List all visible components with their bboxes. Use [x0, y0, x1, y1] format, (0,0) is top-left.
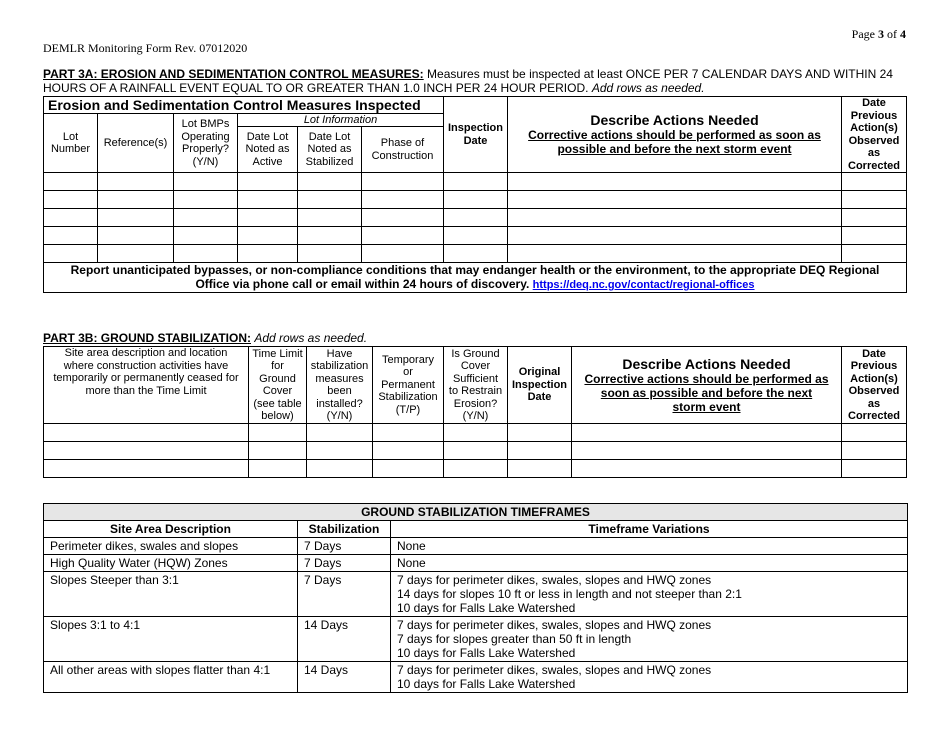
variations-cell: 7 days for perimeter dikes, swales, slopes and HWQ zones 7 days for slopes greater than 50 ft in length 10 days for Falls Lake Watershed — [391, 617, 908, 662]
part3a-heading — [43, 68, 913, 95]
corrective-actions-note: Corrective actions should be performed as soon as possible and before the next storm event — [528, 128, 821, 156]
describe-actions-title-3b: Describe Actions Needed — [622, 355, 791, 372]
table-row[interactable] — [44, 442, 907, 460]
col-phase: Phase of Construction — [362, 127, 444, 173]
col-inspection-date: Inspection Date — [444, 97, 508, 173]
table-row — [44, 617, 908, 662]
table-row[interactable] — [44, 460, 907, 478]
col-site-area: Site area description and location where construction activities have temporarily or permanently ceased for more than the Time Limit — [44, 347, 249, 424]
table-row[interactable] — [44, 173, 907, 191]
variations-cell: 7 days for perimeter dikes, swales, slopes and HWQ zones 14 days for slopes 10 ft or less in length and not steeper than 2:1 10 days for Falls Lake Watershed — [391, 572, 908, 617]
table-row — [44, 662, 908, 693]
table-row — [44, 555, 908, 572]
col-date-previous: Date Previous Action(s) Observed as Corrected — [842, 97, 907, 173]
site-area-cell: All other areas with slopes flatter than 4:1 — [44, 662, 298, 693]
table-row[interactable] — [44, 424, 907, 442]
stabilization-cell: 7 Days — [298, 555, 391, 572]
lot-information-header: Lot Information — [238, 114, 444, 127]
site-area-cell: Slopes 3:1 to 4:1 — [44, 617, 298, 662]
col-time-limit: Time Limit for Ground Cover (see table below) — [249, 347, 307, 424]
stabilization-cell: 7 Days — [298, 538, 391, 555]
col-ground-cover: Is Ground Cover Sufficient to Restrain Erosion? (Y/N) — [444, 347, 508, 424]
col-original-inspection-date: Original Inspection Date — [508, 347, 572, 424]
table-row[interactable] — [44, 209, 907, 227]
form-revision: DEMLR Monitoring Form Rev. 07012020 — [43, 41, 248, 55]
col-lot-bmps: Lot BMPs Operating Properly? (Y/N) — [174, 114, 238, 173]
table-row — [44, 572, 908, 617]
site-area-cell: Perimeter dikes, swales and slopes — [44, 538, 298, 555]
table-row[interactable] — [44, 191, 907, 209]
col-date-previous-3b: Date Previous Action(s) Observed as Corrected — [842, 347, 907, 424]
corrective-actions-note-3b: Corrective actions should be performed as soon as possible and before the next storm event — [584, 371, 829, 414]
erosion-group-title: Erosion and Sedimentation Control Measures Inspected — [44, 97, 444, 114]
table-row[interactable] — [44, 227, 907, 245]
part3b-heading — [43, 332, 367, 346]
site-area-cell: High Quality Water (HQW) Zones — [44, 555, 298, 572]
page-number: Page 3 of 4 — [851, 27, 906, 41]
part3a-add-rows: Add rows as needed. — [591, 80, 705, 95]
col-describe-actions — [508, 97, 842, 173]
regional-offices-link[interactable]: https://deq.nc.gov/contact/regional-offices — [532, 279, 755, 291]
stabilization-cell: 14 Days — [298, 617, 391, 662]
col-lot-number: Lot Number — [44, 114, 98, 173]
stabilization-cell: 7 Days — [298, 572, 391, 617]
part3b-add-rows: Add rows as needed. — [254, 331, 368, 345]
col-references: Reference(s) — [98, 114, 174, 173]
part3a-title: PART 3A: EROSION AND SEDIMENTATION CONTROL MEASURES: — [43, 67, 424, 81]
col-date-stabilized: Date Lot Noted as Stabilized — [298, 127, 362, 173]
col-have-stabilization: Have stabilization measures been installed? (Y/N) — [307, 347, 373, 424]
col-date-active: Date Lot Noted as Active — [238, 127, 298, 173]
part3b-title: PART 3B: GROUND STABILIZATION: — [43, 331, 251, 345]
table-row[interactable] — [44, 245, 907, 263]
col-site-area-description: Site Area Description — [44, 521, 298, 538]
col-stabilization: Stabilization — [298, 521, 391, 538]
describe-actions-title: Describe Actions Needed — [590, 112, 759, 128]
variations-cell: 7 days for perimeter dikes, swales, slopes and HWQ zones 10 days for Falls Lake Watershed — [391, 662, 908, 693]
variations-cell: None — [391, 555, 908, 572]
variations-cell: None — [391, 538, 908, 555]
table-row — [44, 538, 908, 555]
erosion-control-table — [43, 96, 907, 293]
report-notice: Report unanticipated bypasses, or non-compliance conditions that may endanger health or the environment, to the appropriate DEQ Regional Office via phone call or email within 24 hours of discovery. https://deq.nc.gov/contact/regional-offices — [44, 263, 907, 293]
ground-stabilization-table — [43, 346, 907, 478]
timeframes-table — [43, 503, 908, 693]
col-timeframe-variations: Timeframe Variations — [391, 521, 908, 538]
col-describe-actions-3b — [572, 347, 842, 424]
site-area-cell: Slopes Steeper than 3:1 — [44, 572, 298, 617]
col-temp-perm: Temporary or Permanent Stabilization (T/P) — [373, 347, 444, 424]
part3a-text: Measures must be inspected at least ONCE PER 7 CALENDAR DAYS AND WITHIN 24 HOURS OF A RAINFALL EVENT EQUAL TO OR GREATER THAN 1.0 INCH PER 24 HOUR PERIOD. — [43, 67, 893, 95]
timeframes-title: GROUND STABILIZATION TIMEFRAMES — [44, 504, 908, 521]
stabilization-cell: 14 Days — [298, 662, 391, 693]
